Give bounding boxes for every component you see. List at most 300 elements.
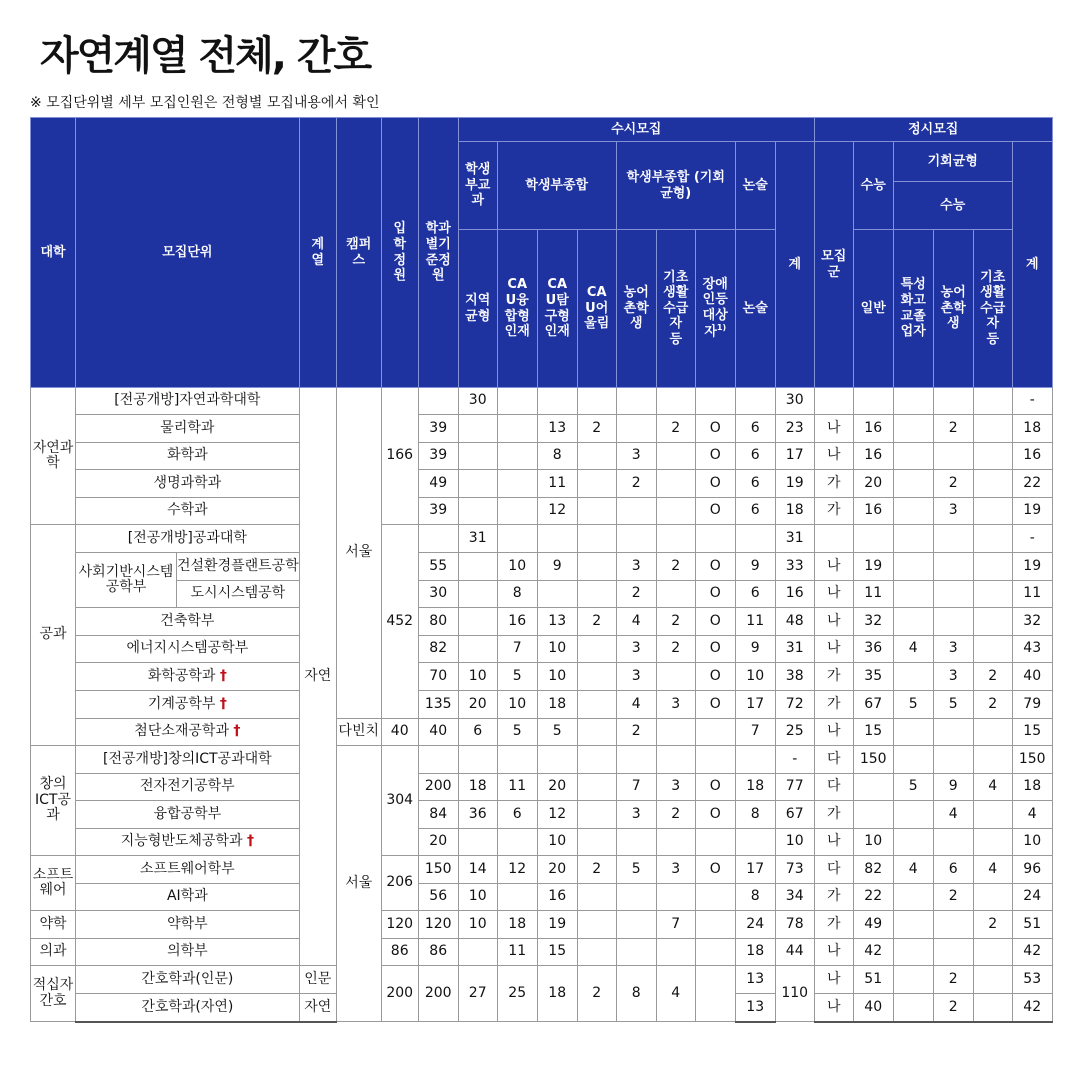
unit-cell bbox=[76, 856, 300, 884]
cell-total: 48 bbox=[775, 608, 814, 636]
header-total: 계 bbox=[775, 142, 814, 388]
cell-explore: 18 bbox=[537, 691, 577, 719]
header-jeongsi: 정시모집 bbox=[814, 118, 1052, 142]
cell-fusion: 16 bbox=[497, 608, 537, 636]
cell-total-j: 4 bbox=[1012, 801, 1052, 829]
header-farm: 농어촌학생 bbox=[616, 230, 656, 388]
cell-group: 가 bbox=[814, 801, 853, 829]
cell-together bbox=[577, 691, 616, 719]
quota-cell: 452 bbox=[381, 525, 418, 719]
cell-disabled bbox=[695, 966, 735, 1022]
cell-jiyeok: 10 bbox=[458, 663, 497, 691]
cell-farm-j: 3 bbox=[933, 663, 973, 691]
cell-total-j: 96 bbox=[1012, 856, 1052, 884]
table-row bbox=[31, 525, 1053, 553]
table-row bbox=[31, 691, 1053, 719]
cell-explore: 10 bbox=[537, 636, 577, 663]
cell-group: 나 bbox=[814, 829, 853, 856]
cell-nonsul: 8 bbox=[735, 801, 775, 829]
cell-std: 84 bbox=[418, 801, 458, 829]
cell-group: 나 bbox=[814, 719, 853, 746]
cell-basic: 2 bbox=[656, 553, 695, 581]
header-hakgyo: 학생부교과 bbox=[458, 142, 497, 230]
cell-jiyeok bbox=[458, 470, 497, 498]
cell-basic bbox=[656, 719, 695, 746]
header-special: 특성화고교졸업자 bbox=[893, 230, 933, 388]
cell-basic-j bbox=[973, 884, 1012, 911]
cell-jiyeok bbox=[458, 608, 497, 636]
cell-disabled: O bbox=[695, 691, 735, 719]
cell-general: 15 bbox=[853, 719, 893, 746]
cell-special: 4 bbox=[893, 636, 933, 663]
cell-farm-j bbox=[933, 581, 973, 608]
cell-disabled bbox=[695, 525, 735, 553]
table-row bbox=[31, 939, 1053, 966]
cell-basic bbox=[656, 939, 695, 966]
header-disabled-sup: 1) bbox=[716, 323, 727, 333]
cell-explore: 12 bbox=[537, 801, 577, 829]
cell-total: 73 bbox=[775, 856, 814, 884]
cell-together bbox=[577, 774, 616, 801]
unit-label: 전자전기공학부 bbox=[140, 778, 235, 795]
cell-explore bbox=[537, 388, 577, 415]
unit-cell bbox=[76, 636, 300, 663]
table-row bbox=[31, 388, 1053, 415]
cell-nonsul: 7 bbox=[735, 719, 775, 746]
header-track: 계열 bbox=[299, 118, 336, 388]
cell-special bbox=[893, 801, 933, 829]
table-row bbox=[31, 801, 1053, 829]
cell-farm bbox=[616, 415, 656, 443]
cell-basic bbox=[656, 746, 695, 774]
cell-farm: 7 bbox=[616, 774, 656, 801]
cell-together bbox=[577, 636, 616, 663]
cell-special bbox=[893, 884, 933, 911]
cell-fusion: 5 bbox=[497, 719, 537, 746]
unit-cell bbox=[76, 939, 300, 966]
header-disabled-label: 장애인등대상자 bbox=[702, 276, 728, 340]
cell-nurse-jiyeok: 27 bbox=[458, 966, 497, 1022]
header-quota: 입학정원 bbox=[381, 118, 418, 388]
cell-disabled: O bbox=[695, 415, 735, 443]
cell-farm-j bbox=[933, 746, 973, 774]
cell-basic: 3 bbox=[656, 856, 695, 884]
cell-fusion: 6 bbox=[497, 801, 537, 829]
cell-together bbox=[577, 939, 616, 966]
college-cell: 창의ICT공과 bbox=[31, 746, 76, 856]
cell-together bbox=[577, 801, 616, 829]
cell-farm bbox=[616, 746, 656, 774]
cell-farm-j: 3 bbox=[933, 498, 973, 525]
cell-group: 나 bbox=[814, 994, 853, 1022]
cell-special bbox=[893, 443, 933, 470]
cell-nurse-farm: 8 bbox=[616, 966, 656, 1022]
cell-disabled bbox=[695, 829, 735, 856]
header-general: 일반 bbox=[853, 230, 893, 388]
campus-cell: 서울 bbox=[336, 388, 381, 719]
table-row bbox=[31, 966, 1053, 994]
cell-special bbox=[893, 911, 933, 939]
cell-nonsul: 13 bbox=[735, 994, 775, 1022]
college-cell: 약학 bbox=[31, 911, 76, 939]
cell-farm bbox=[616, 911, 656, 939]
unit-label: 간호학과(인문) bbox=[141, 970, 234, 987]
cell-total: 23 bbox=[775, 415, 814, 443]
table-row bbox=[31, 553, 1053, 581]
cell-total: 31 bbox=[775, 636, 814, 663]
cell-disabled bbox=[695, 719, 735, 746]
cell-farm-j: 2 bbox=[933, 470, 973, 498]
cell-std: 135 bbox=[418, 691, 458, 719]
cell-basic-j: 4 bbox=[973, 856, 1012, 884]
table-row bbox=[31, 470, 1053, 498]
cell-nonsul: 6 bbox=[735, 498, 775, 525]
cell-nurse-std: 200 bbox=[418, 966, 458, 1022]
cell-special: 5 bbox=[893, 774, 933, 801]
unit-cell bbox=[76, 994, 300, 1022]
unit-label: 화학공학과 bbox=[147, 667, 216, 684]
cell-farm-j bbox=[933, 553, 973, 581]
cell-basic-j bbox=[973, 746, 1012, 774]
cell-general: 19 bbox=[853, 553, 893, 581]
cell-farm-j: 5 bbox=[933, 691, 973, 719]
cell-fusion bbox=[497, 525, 537, 553]
cell-basic-j bbox=[973, 608, 1012, 636]
cell-jiyeok: 36 bbox=[458, 801, 497, 829]
cell-farm: 2 bbox=[616, 719, 656, 746]
cell-std: 120 bbox=[418, 911, 458, 939]
cell-fusion bbox=[497, 443, 537, 470]
cell-together bbox=[577, 911, 616, 939]
cell-explore: 10 bbox=[537, 829, 577, 856]
cell-total: 77 bbox=[775, 774, 814, 801]
cell-nonsul: 6 bbox=[735, 581, 775, 608]
unit-label: 기계공학부 bbox=[147, 695, 216, 712]
cell-total: 16 bbox=[775, 581, 814, 608]
cell-total: 34 bbox=[775, 884, 814, 911]
unit-label: 약학부 bbox=[167, 915, 208, 932]
cell-jiyeok bbox=[458, 415, 497, 443]
cell-special bbox=[893, 663, 933, 691]
cell-std: 39 bbox=[418, 415, 458, 443]
cell-group: 다 bbox=[814, 746, 853, 774]
page-title: 자연계열 전체, 간호 bbox=[40, 33, 371, 79]
cell-general: 11 bbox=[853, 581, 893, 608]
cell-fusion bbox=[497, 498, 537, 525]
cell-std bbox=[418, 388, 458, 415]
unit-label: 물리학과 bbox=[160, 419, 215, 436]
header-dept-std: 학과별기준정원 bbox=[418, 118, 458, 388]
cell-farm-j: 3 bbox=[933, 636, 973, 663]
cell-disabled: O bbox=[695, 774, 735, 801]
cell-fusion: 10 bbox=[497, 691, 537, 719]
cell-general: 150 bbox=[853, 746, 893, 774]
cell-std bbox=[418, 746, 458, 774]
header-nonsul-group: 논술 bbox=[735, 142, 775, 230]
cell-jiyeok: 6 bbox=[458, 719, 497, 746]
cell-jiyeok: 10 bbox=[458, 911, 497, 939]
header-basic-j: 기초생활수급자 등 bbox=[973, 230, 1012, 388]
cell-jiyeok: 31 bbox=[458, 525, 497, 553]
cell-basic-j bbox=[973, 939, 1012, 966]
header-total-j: 계 bbox=[1012, 142, 1052, 388]
cell-explore: 15 bbox=[537, 939, 577, 966]
cell-group: 가 bbox=[814, 470, 853, 498]
cell-jiyeok: 14 bbox=[458, 856, 497, 884]
cell-farm-j bbox=[933, 443, 973, 470]
cell-total: 10 bbox=[775, 829, 814, 856]
cell-group: 다 bbox=[814, 856, 853, 884]
cell-basic-j bbox=[973, 581, 1012, 608]
header-cau-explore: CAU탐구형인재 bbox=[537, 230, 577, 388]
college-cell: 자연과학 bbox=[31, 388, 76, 525]
header-susi: 수시모집 bbox=[458, 118, 814, 142]
cell-farm bbox=[616, 884, 656, 911]
campus-cell: 서울 bbox=[336, 746, 381, 1022]
cell-basic-j bbox=[973, 470, 1012, 498]
cell-disabled bbox=[695, 911, 735, 939]
cell-total-j: 24 bbox=[1012, 884, 1052, 911]
cell-fusion: 12 bbox=[497, 856, 537, 884]
cell-special bbox=[893, 525, 933, 553]
cell-basic-j bbox=[973, 801, 1012, 829]
cell-total-j: 18 bbox=[1012, 415, 1052, 443]
cell-total: 67 bbox=[775, 801, 814, 829]
unit-cell bbox=[76, 691, 300, 719]
cell-farm: 2 bbox=[616, 581, 656, 608]
cell-total-j: 15 bbox=[1012, 719, 1052, 746]
unit-label: 에너지시스템공학부 bbox=[126, 640, 249, 657]
cell-general bbox=[853, 801, 893, 829]
unit-label: [전공개방]공과대학 bbox=[127, 529, 247, 546]
cell-basic-j: 4 bbox=[973, 774, 1012, 801]
dagger-mark: † bbox=[219, 695, 227, 712]
cell-farm-j bbox=[933, 911, 973, 939]
cell-nonsul: 13 bbox=[735, 966, 775, 994]
cell-general: 82 bbox=[853, 856, 893, 884]
cell-general: 51 bbox=[853, 966, 893, 994]
cell-disabled: O bbox=[695, 443, 735, 470]
cell-explore: 12 bbox=[537, 498, 577, 525]
dagger-mark: † bbox=[219, 667, 227, 684]
table-row bbox=[31, 911, 1053, 939]
cell-std: 30 bbox=[418, 581, 458, 608]
table-row bbox=[31, 829, 1053, 856]
cell-general: 40 bbox=[853, 994, 893, 1022]
unit-label: 지능형반도체공학과 bbox=[120, 833, 243, 850]
cell-farm bbox=[616, 939, 656, 966]
cell-group: 나 bbox=[814, 966, 853, 994]
cell-special bbox=[893, 994, 933, 1022]
note: ※ 모집단위별 세부 모집인원은 전형별 모집내용에서 확인 bbox=[30, 95, 380, 111]
cell-basic-j: 2 bbox=[973, 911, 1012, 939]
cell-together bbox=[577, 470, 616, 498]
cell-total: 33 bbox=[775, 553, 814, 581]
cell-farm-j bbox=[933, 525, 973, 553]
cell-jiyeok bbox=[458, 443, 497, 470]
cell-nonsul: 6 bbox=[735, 470, 775, 498]
cell-general: 67 bbox=[853, 691, 893, 719]
cell-nonsul: 6 bbox=[735, 443, 775, 470]
cell-group: 나 bbox=[814, 415, 853, 443]
quota-cell: 166 bbox=[381, 388, 418, 525]
cell-farm: 2 bbox=[616, 470, 656, 498]
cell-disabled bbox=[695, 746, 735, 774]
cell-total-j: 19 bbox=[1012, 498, 1052, 525]
cell-explore: 20 bbox=[537, 856, 577, 884]
cell-basic: 2 bbox=[656, 608, 695, 636]
cell-total-j: 11 bbox=[1012, 581, 1052, 608]
header-hakjong-opp: 학생부종합 (기회균형) bbox=[616, 142, 735, 230]
cell-group: 가 bbox=[814, 884, 853, 911]
cell-fusion: 10 bbox=[497, 553, 537, 581]
cell-fusion bbox=[497, 470, 537, 498]
table-row bbox=[31, 746, 1053, 774]
cell-total-j: 79 bbox=[1012, 691, 1052, 719]
unit-label: 수학과 bbox=[167, 502, 208, 519]
track-cell: 자연 bbox=[299, 994, 336, 1022]
cell-special bbox=[893, 470, 933, 498]
cell-std: 86 bbox=[418, 939, 458, 966]
cell-total: 31 bbox=[775, 525, 814, 553]
cell-special bbox=[893, 553, 933, 581]
unit-label: 간호학과(자연) bbox=[141, 998, 234, 1015]
cell-basic-j bbox=[973, 525, 1012, 553]
quota-cell: 304 bbox=[381, 746, 418, 856]
cell-basic: 2 bbox=[656, 636, 695, 663]
cell-basic bbox=[656, 829, 695, 856]
cell-std: 55 bbox=[418, 553, 458, 581]
table-body bbox=[31, 388, 1053, 1022]
cell-nurse-fusion: 25 bbox=[497, 966, 537, 1022]
cell-general: 16 bbox=[853, 415, 893, 443]
cell-special bbox=[893, 719, 933, 746]
cell-special bbox=[893, 746, 933, 774]
cell-jiyeok: 30 bbox=[458, 388, 497, 415]
table-row bbox=[31, 663, 1053, 691]
cell-special: 5 bbox=[893, 691, 933, 719]
unit-cell bbox=[76, 470, 300, 498]
cell-disabled: O bbox=[695, 801, 735, 829]
table-row bbox=[31, 884, 1053, 911]
unit-cell bbox=[76, 829, 300, 856]
unit-cell bbox=[76, 774, 300, 801]
header-campus: 캠퍼스 bbox=[336, 118, 381, 388]
cell-group: 다 bbox=[814, 774, 853, 801]
header-disabled bbox=[695, 230, 735, 388]
cell-nonsul: 24 bbox=[735, 911, 775, 939]
unit-label: 소프트웨어학부 bbox=[140, 860, 235, 877]
header-group: 모집군 bbox=[814, 142, 853, 388]
cell-farm bbox=[616, 388, 656, 415]
cell-total: 72 bbox=[775, 691, 814, 719]
unit-cell bbox=[76, 443, 300, 470]
cell-disabled: O bbox=[695, 553, 735, 581]
cell-explore: 20 bbox=[537, 774, 577, 801]
cell-total-j: 16 bbox=[1012, 443, 1052, 470]
cell-farm: 5 bbox=[616, 856, 656, 884]
cell-group: 나 bbox=[814, 608, 853, 636]
cell-nonsul bbox=[735, 388, 775, 415]
cell-total-j: 18 bbox=[1012, 774, 1052, 801]
cell-fusion: 11 bbox=[497, 774, 537, 801]
cell-total: 44 bbox=[775, 939, 814, 966]
cell-total-j: 19 bbox=[1012, 553, 1052, 581]
cell-group: 가 bbox=[814, 911, 853, 939]
cell-general: 32 bbox=[853, 608, 893, 636]
cell-basic: 7 bbox=[656, 911, 695, 939]
cell-farm-j bbox=[933, 719, 973, 746]
cell-fusion: 18 bbox=[497, 911, 537, 939]
cell-basic bbox=[656, 884, 695, 911]
cell-general: 42 bbox=[853, 939, 893, 966]
cell-fusion bbox=[497, 388, 537, 415]
cell-special bbox=[893, 829, 933, 856]
cell-nonsul: 17 bbox=[735, 691, 775, 719]
unit-label: 생명과학과 bbox=[153, 474, 222, 491]
cell-disabled: O bbox=[695, 581, 735, 608]
cell-together bbox=[577, 884, 616, 911]
cell-basic-j bbox=[973, 498, 1012, 525]
cell-special bbox=[893, 608, 933, 636]
cell-fusion: 11 bbox=[497, 939, 537, 966]
cell-total-j: 150 bbox=[1012, 746, 1052, 774]
cell-std: 70 bbox=[418, 663, 458, 691]
cell-nonsul: 6 bbox=[735, 415, 775, 443]
unit-cell bbox=[76, 663, 300, 691]
cell-together bbox=[577, 443, 616, 470]
unit-cell bbox=[76, 911, 300, 939]
cell-jiyeok bbox=[458, 553, 497, 581]
cell-basic bbox=[656, 525, 695, 553]
cell-explore: 13 bbox=[537, 608, 577, 636]
cell-general bbox=[853, 388, 893, 415]
table-row bbox=[31, 498, 1053, 525]
cell-total-j: 22 bbox=[1012, 470, 1052, 498]
cell-together bbox=[577, 553, 616, 581]
cell-basic bbox=[656, 470, 695, 498]
college-cell: 소프트웨어 bbox=[31, 856, 76, 911]
cell-group: 나 bbox=[814, 443, 853, 470]
cell-nonsul: 18 bbox=[735, 774, 775, 801]
cell-basic-j bbox=[973, 636, 1012, 663]
cell-nurse-explore: 18 bbox=[537, 966, 577, 1022]
cell-total-j: 51 bbox=[1012, 911, 1052, 939]
cell-special bbox=[893, 966, 933, 994]
unit-cell bbox=[76, 719, 300, 746]
header-hakjong: 학생부종합 bbox=[497, 142, 616, 230]
cell-jiyeok bbox=[458, 498, 497, 525]
cell-group: 나 bbox=[814, 939, 853, 966]
cell-jiyeok bbox=[458, 746, 497, 774]
unit-cell bbox=[76, 498, 300, 525]
cell-nonsul: 9 bbox=[735, 636, 775, 663]
cell-general: 22 bbox=[853, 884, 893, 911]
table-row bbox=[31, 581, 1053, 608]
cell-farm-j: 2 bbox=[933, 994, 973, 1022]
cell-basic-j bbox=[973, 829, 1012, 856]
cell-explore: 13 bbox=[537, 415, 577, 443]
cell-farm-j bbox=[933, 608, 973, 636]
unit-label: 화학과 bbox=[167, 447, 208, 464]
cell-jiyeok bbox=[458, 939, 497, 966]
cell-nurse-together: 2 bbox=[577, 966, 616, 1022]
cell-basic bbox=[656, 663, 695, 691]
cell-explore bbox=[537, 525, 577, 553]
cell-disabled: O bbox=[695, 498, 735, 525]
cell-total-j: - bbox=[1012, 388, 1052, 415]
cell-total-j: 43 bbox=[1012, 636, 1052, 663]
